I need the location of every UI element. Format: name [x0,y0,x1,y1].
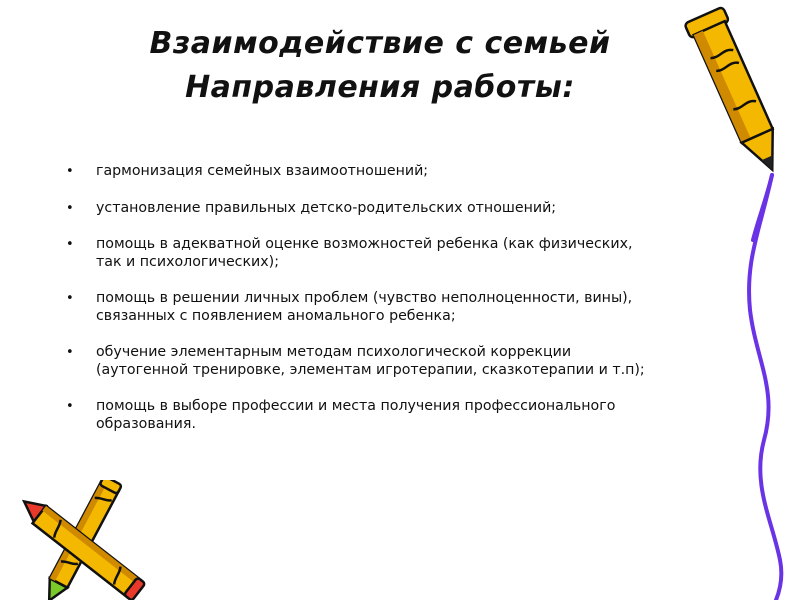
bullet-marker: • [66,291,74,306]
crayon-icon [0,480,170,600]
list-item-text: помощь в решении личных проблем (чувство неполноценности, вины), [96,290,633,306]
list-item-text: помощь в адекватной оценке возможностей ребенка (как физических, [96,236,633,252]
slide-title [80,22,680,110]
list-item-text-cont: связанных с появлением аномального ребенка; [96,307,456,324]
bullet-marker: • [66,164,74,179]
list-item [64,344,704,379]
bullet-marker: • [66,345,74,360]
list-item [64,398,704,433]
list-item [64,236,704,271]
list-item-text: установление правильных детско-родительских отношений; [96,199,557,216]
pencil-icon [660,0,800,600]
list-item-text-cont: образования. [96,415,196,432]
list-item [64,290,704,325]
bullet-marker: • [66,200,74,216]
title-line-2: Направления работы: [185,70,575,105]
bullet-marker: • [66,237,74,252]
list-item-text: помощь в выборе профессии и места получения профессионального [96,398,616,414]
list-item-text-cont: так и психологических); [96,253,279,270]
bullet-marker: • [66,399,74,414]
list-item [64,163,704,181]
list-item-text: гармонизация семейных взаимоотношений; [96,163,429,179]
title-line-1: Взаимодействие с семьей [149,26,611,61]
list-item-text: обучение элементарным методам психологической коррекции [96,344,572,360]
bullet-list [64,163,704,452]
list-item [64,200,704,218]
list-item-text-cont: (аутогенной тренировке, элементам игротерапии, сказкотерапии и т.п); [96,361,645,378]
